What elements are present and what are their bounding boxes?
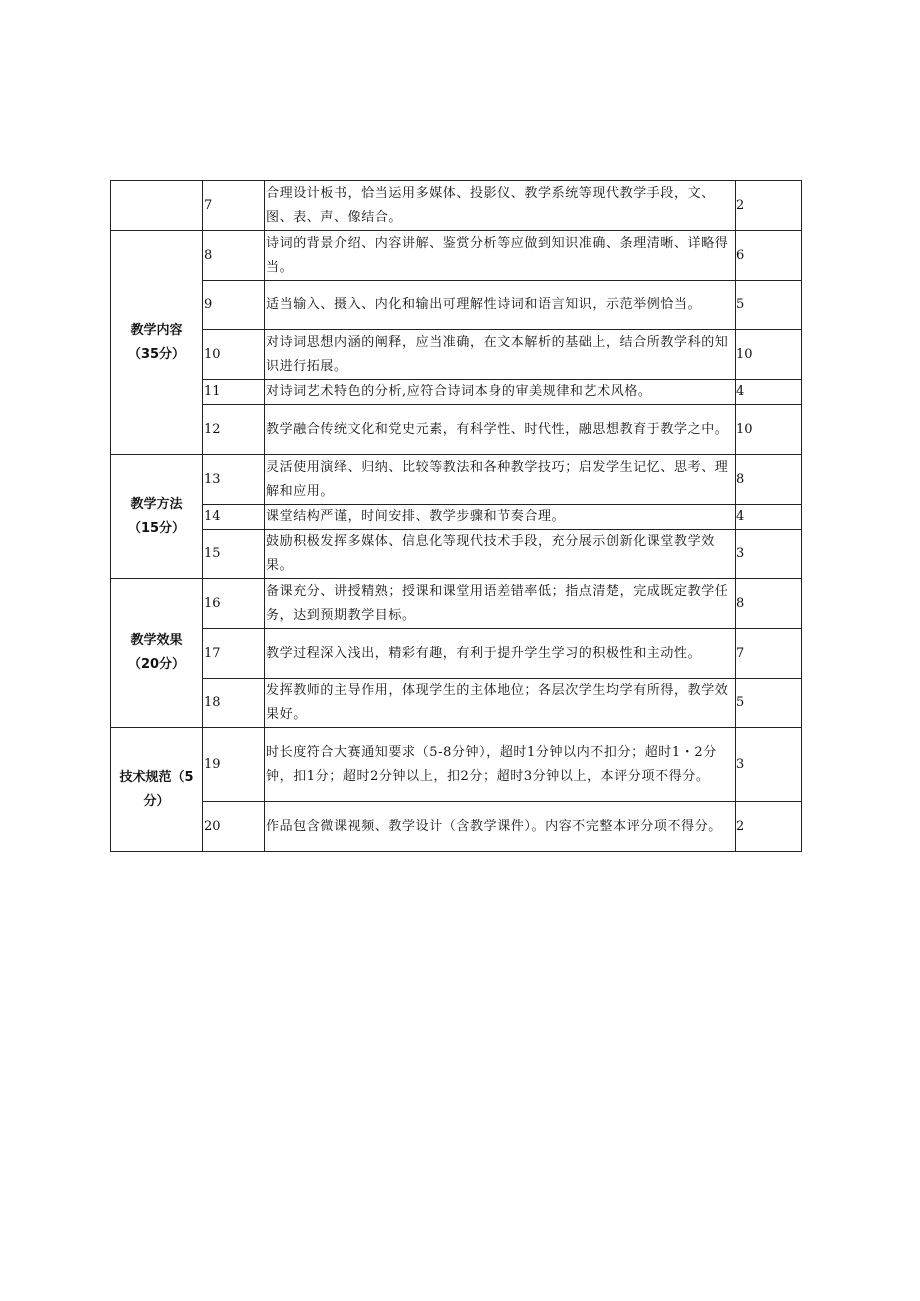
table-row <box>111 629 802 679</box>
item-description: 时长度符合大赛通知要求（5-8分钟），超时1分钟以内不扣分；超时1・2分钟，扣1分；超时2分钟以上，扣2分；超时3分钟以上，本评分项不得分。 <box>265 728 736 802</box>
item-score: 4 <box>736 380 802 405</box>
item-description: 诗词的背景介绍、内容讲解、鉴赏分析等应做到知识准确、条理清晰、详略得当。 <box>265 231 736 281</box>
item-description: 教学融合传统文化和党史元素，有科学性、时代性，融思想教育于教学之中。 <box>265 405 736 455</box>
category-teaching-content: 教学内容（35分） <box>111 231 203 455</box>
item-score: 5 <box>736 679 802 728</box>
item-score: 6 <box>736 231 802 281</box>
item-score: 5 <box>736 281 802 330</box>
item-number: 17 <box>203 629 265 679</box>
item-score: 2 <box>736 181 802 231</box>
scoring-criteria-table <box>110 180 802 852</box>
table-row <box>111 231 802 281</box>
table-row <box>111 802 802 852</box>
item-number: 11 <box>203 380 265 405</box>
item-description: 课堂结构严谨，时间安排、教学步骤和节奏合理。 <box>265 505 736 530</box>
category-teaching-effect: 教学效果（20分） <box>111 579 203 728</box>
table-row <box>111 505 802 530</box>
item-score: 4 <box>736 505 802 530</box>
table-row <box>111 530 802 579</box>
item-score: 2 <box>736 802 802 852</box>
item-number: 14 <box>203 505 265 530</box>
table-row <box>111 281 802 330</box>
item-number: 7 <box>203 181 265 231</box>
item-score: 3 <box>736 728 802 802</box>
table-row <box>111 330 802 380</box>
item-score: 3 <box>736 530 802 579</box>
item-number: 12 <box>203 405 265 455</box>
item-description: 备课充分、讲授精熟；授课和课堂用语差错率低；指点清楚，完成既定教学任务，达到预期教学目标。 <box>265 579 736 629</box>
item-description: 作品包含微课视频、教学设计（含教学课件）。内容不完整本评分项不得分。 <box>265 802 736 852</box>
item-number: 18 <box>203 679 265 728</box>
category-cell-empty <box>111 181 203 231</box>
table-row <box>111 579 802 629</box>
item-number: 20 <box>203 802 265 852</box>
item-score: 10 <box>736 405 802 455</box>
table-row <box>111 181 802 231</box>
item-description: 鼓励积极发挥多媒体、信息化等现代技术手段，充分展示创新化课堂教学效果。 <box>265 530 736 579</box>
item-number: 15 <box>203 530 265 579</box>
item-description: 对诗词思想内涵的阐释，应当准确，在文本解析的基础上，结合所教学科的知识进行拓展。 <box>265 330 736 380</box>
table-row <box>111 455 802 505</box>
item-number: 13 <box>203 455 265 505</box>
item-score: 7 <box>736 629 802 679</box>
item-number: 10 <box>203 330 265 380</box>
item-description: 灵活使用演绎、归纳、比较等教法和各种教学技巧；启发学生记忆、思考、理解和应用。 <box>265 455 736 505</box>
item-description: 发挥教师的主导作用，体现学生的主体地位；各层次学生均学有所得，教学效果好。 <box>265 679 736 728</box>
item-description: 合理设计板书，恰当运用多媒体、投影仪、教学系统等现代教学手段，文、图、表、声、像结合。 <box>265 181 736 231</box>
table-row <box>111 405 802 455</box>
item-score: 8 <box>736 455 802 505</box>
item-score: 8 <box>736 579 802 629</box>
item-number: 8 <box>203 231 265 281</box>
item-description: 教学过程深入浅出，精彩有趣，有利于提升学生学习的积极性和主动性。 <box>265 629 736 679</box>
category-teaching-method: 教学方法（15分） <box>111 455 203 579</box>
item-description: 适当输入、摄入、内化和输出可理解性诗词和语言知识，示范举例恰当。 <box>265 281 736 330</box>
table-row <box>111 380 802 405</box>
table-row <box>111 728 802 802</box>
item-number: 9 <box>203 281 265 330</box>
item-description: 对诗词艺术特色的分析,应符合诗词本身的审美规律和艺术风格。 <box>265 380 736 405</box>
item-score: 10 <box>736 330 802 380</box>
item-number: 19 <box>203 728 265 802</box>
category-technical-spec: 技术规范（5分） <box>111 728 203 852</box>
item-number: 16 <box>203 579 265 629</box>
table-row <box>111 679 802 728</box>
